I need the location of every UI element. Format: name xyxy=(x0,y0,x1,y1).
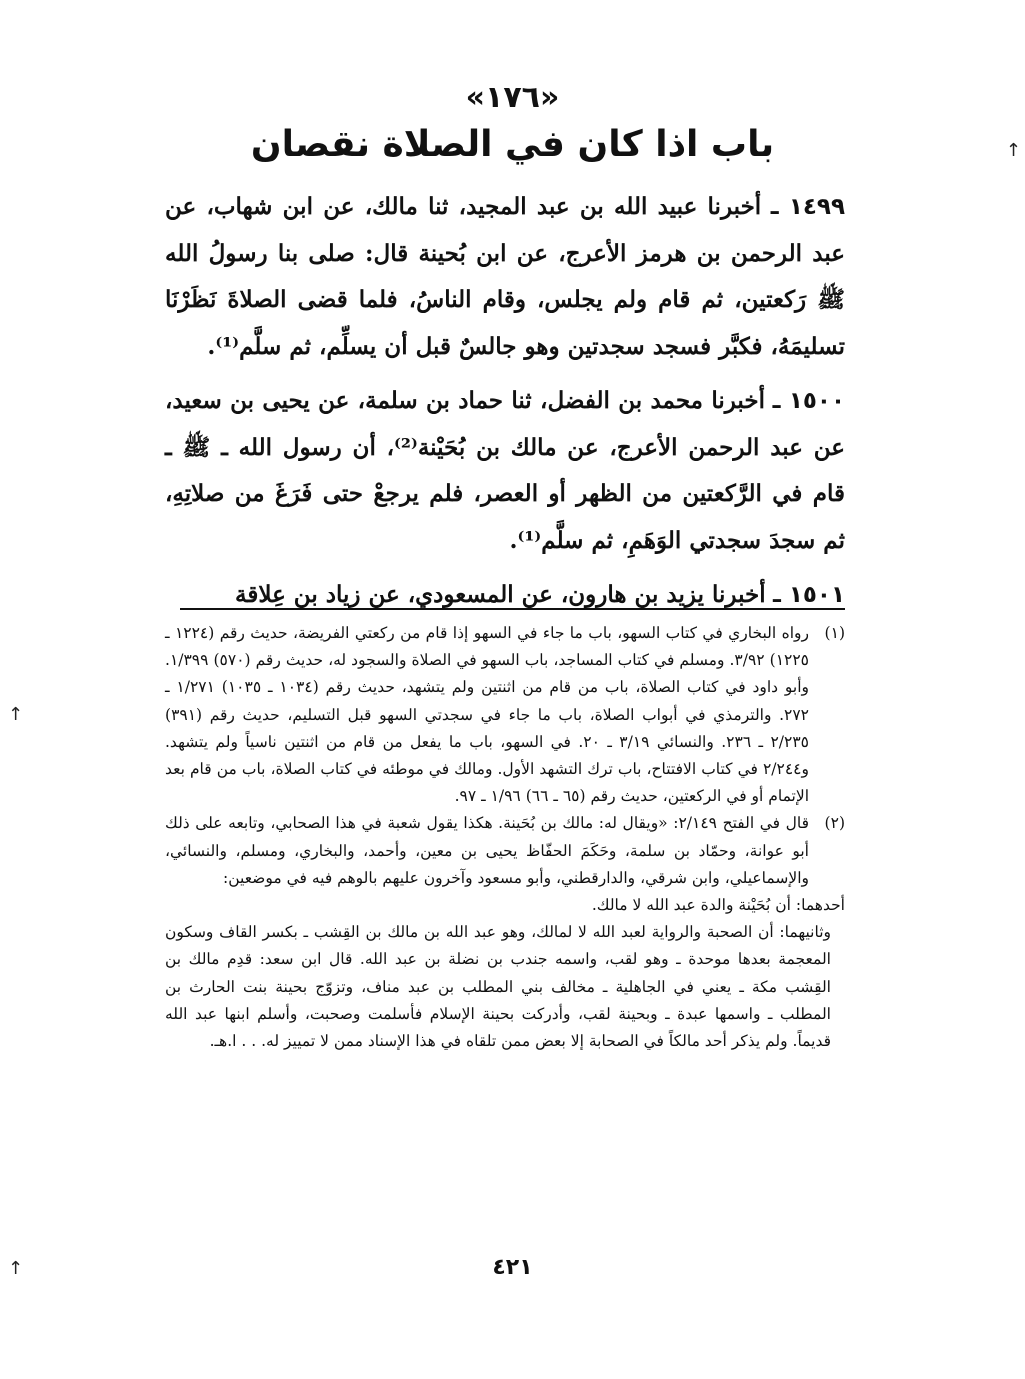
footnote-1 xyxy=(165,620,845,810)
chapter-number: «١٧٦» xyxy=(465,80,560,115)
hadith-1501 xyxy=(165,572,845,619)
margin-mark-right: ↑ xyxy=(1005,140,1021,161)
chapter-title: باب اذا كان في الصلاة نقصان xyxy=(250,124,775,165)
margin-mark-left-bottom: ↑ xyxy=(8,1258,24,1279)
footnote-text: قال في الفتح ٢/١٤٩: «ويقال له: مالك بن بُحَينة. هكذا يقول شعبة في هذا الصحابي، وتابعه على ذلك أبو عوانة، وحمّاد بن سلمة، وحَكَمَ الحفّاظ يحيى بن معين، وأحمد، والبخاري، ومسلم، والنسائي، والإسماعيلي، وابن شرقي، والدارقطني، وأبو مسعود وآخرون عليهم بالوهم فيه في موضعين: xyxy=(165,814,809,887)
hadith-text: أخبرنا محمد بن الفضل، ثنا حماد بن سلمة، عن يحيى بن سعيد، عن عبد الرحمن الأعرج، عن مالك بن بُحَيْنة⁽²⁾، أن رسول الله ـ ﷺ ـ قام في الرَّكعتين من الظهر أو العصر، فلم يرجعْ حتى فَرَغَ من صلاتِهِ، ثم سجدَ سجدتي الوَهَمِ، ثم سلَّم⁽¹⁾. xyxy=(165,387,845,554)
footnote-marker: (١) xyxy=(824,624,845,642)
margin-mark-left-middle: ↑ xyxy=(8,704,24,725)
footnote-divider xyxy=(180,608,845,610)
footnote-2-continuation xyxy=(165,892,845,1055)
footnote-first-point: أحدهما: أن بُحَيْنة والدة عبد الله لا مالك. xyxy=(591,896,845,915)
hadith-text: أخبرنا عبيد الله بن عبد المجيد، ثنا مالك، عن ابن شهاب، عن عبد الرحمن بن هرمز الأعرج، عن ابن بُحينة قال: صلى بنا رسولُ الله ﷺ رَكعتين، ثم قام ولم يجلس، وقام الناسُ، فلما قضى الصلاةَ نَظَرْنَا تسليمَهُ، فكبَّر فسجد سجدتين وهو جالسٌ قبل أن يسلِّم، ثم سلَّم⁽¹⁾. xyxy=(165,193,845,360)
hadith-1499 xyxy=(165,184,845,370)
footnotes xyxy=(165,620,845,1055)
page-number: ٤٢١ xyxy=(492,1255,533,1280)
footnote-marker: (٢) xyxy=(824,814,845,833)
hadith-1500 xyxy=(165,378,845,564)
footnote-2 xyxy=(165,810,845,892)
footnote-text: رواه البخاري في كتاب السهو، باب ما جاء في السهو إذا قام من ركعتي الفريضة، حديث رقم (١٢٢٤ ـ ١٢٢٥) ٣/٩٢. ومسلم في كتاب المساجد، باب السهو في الصلاة والسجود له، حديث رقم (٥٧٠) ١/٣٩٩. وأبو داود في كتاب الصلاة، باب من قام من اثنتين ولم يتشهد، حديث رقم (١٠٣٤ ـ ١٠٣٥) ١/٢٧١ ـ ٢٧٢. والترمذي في أبواب الصلاة، باب ما جاء في سجدتي السهو قبل التسليم، حديث رقم (٣٩١) ٢/٢٣٥ ـ ٢٣٦. والنسائي ٣/١٩ ـ ٢٠. في السهو، باب ما يفعل من قام من اثنتين ناسياً ولم يتشهد. و٢/٢٤٤ في كتاب الافتتاح، باب ترك التشهد الأول. ومالك في موطئه في كتاب الصلاة، باب من قام بعد الإتمام أو في الركعتين، حديث رقم (٦٥ ـ ٦٦) ١/٩٦ ـ ٩٧. xyxy=(165,624,810,806)
main-text xyxy=(165,184,845,627)
hadith-number: ١٤٩٩ ـ xyxy=(770,194,845,220)
hadith-text: أخبرنا يزيد بن هارون، عن المسعودي، عن زياد بن عِلاقة xyxy=(235,581,766,608)
hadith-number: ١٥٠١ ـ xyxy=(772,582,845,608)
hadith-number: ١٥٠٠ ـ xyxy=(772,388,846,414)
footnote-second-point: وثانيهما: أن الصحبة والرواية لعبد الله لا لمالك، وهو عبد الله بن مالك بن القِشب ـ بكسر القاف وسكون المعجمة بعدها موحدة ـ وهو لقب، واسمه جندب بن نضلة بن عبد الله. قال ابن سعد: قدِم مالك بن القِشب مكة ـ يعني في الجاهلية ـ مخالف بني المطلب بن عبد مناف، وتزوّج بحينة بنت الحارث بن المطلب ـ واسمها عبدة ـ وبحينة لقب، وأدركت بحينة الإسلام فأسلمت وصحبت، وأسلم ابنها عبد الله قديماً. ولم يذكر أحد مالكاً في الصحابة إلا بعض ممن تلقاه في هذا الإسناد ممن لا تمييز له. . . ا.هـ. xyxy=(165,923,831,1051)
